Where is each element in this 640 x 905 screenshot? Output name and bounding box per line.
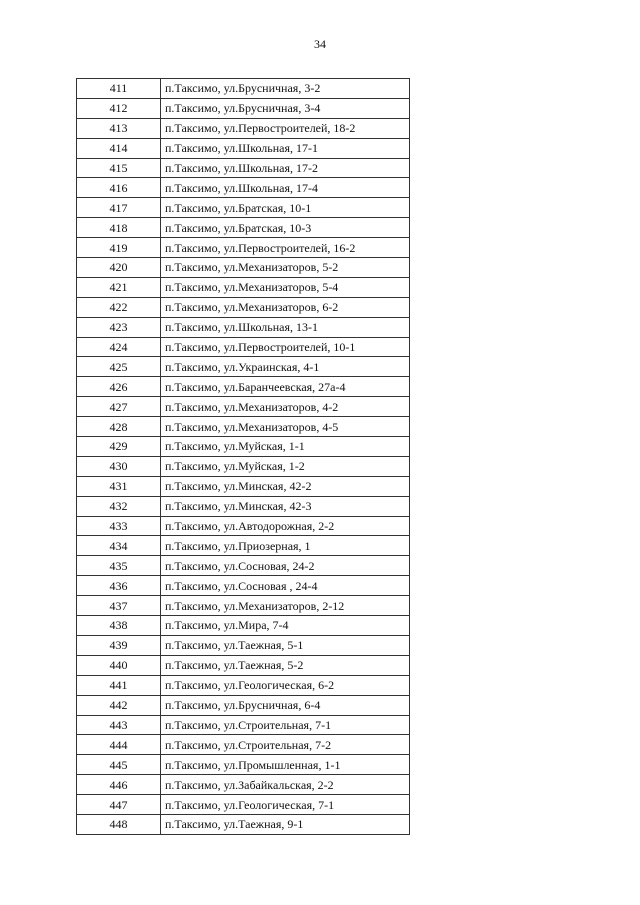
row-number-cell: 418 [77,218,161,238]
table-row [77,635,410,655]
row-number-cell: 435 [77,556,161,576]
row-number-cell: 444 [77,735,161,755]
address-cell: п.Таксимо, ул.Школьная, 17-4 [161,178,410,198]
address-cell: п.Таксимо, ул.Первостроителей, 10-1 [161,337,410,357]
table-row [77,814,410,834]
address-cell: п.Таксимо, ул.Механизаторов, 4-5 [161,417,410,437]
address-cell: п.Таксимо, ул.Минская, 42-3 [161,496,410,516]
address-cell: п.Таксимо, ул.Баранчеевская, 27а-4 [161,377,410,397]
table-row [77,258,410,278]
row-number-cell: 416 [77,178,161,198]
row-number-cell: 411 [77,79,161,99]
table-row [77,377,410,397]
address-cell: п.Таксимо, ул.Муйская, 1-1 [161,437,410,457]
address-cell: п.Таксимо, ул.Строительная, 7-1 [161,715,410,735]
table-row [77,616,410,636]
row-number-cell: 426 [77,377,161,397]
row-number-cell: 424 [77,337,161,357]
row-number-cell: 419 [77,238,161,258]
table-row [77,417,410,437]
table-row [77,238,410,258]
address-cell: п.Таксимо, ул.Автодорожная, 2-2 [161,516,410,536]
table-row [77,158,410,178]
address-cell: п.Таксимо, ул.Братская, 10-1 [161,198,410,218]
page-number: 34 [314,37,326,51]
address-cell: п.Таксимо, ул.Таежная, 5-2 [161,655,410,675]
table-row [77,118,410,138]
address-cell: п.Таксимо, ул.Механизаторов, 5-4 [161,277,410,297]
row-number-cell: 441 [77,675,161,695]
address-cell: п.Таксимо, ул.Забайкальская, 2-2 [161,775,410,795]
table-row [77,735,410,755]
address-cell: п.Таксимо, ул.Школьная, 13-1 [161,317,410,337]
table-row [77,695,410,715]
row-number-cell: 432 [77,496,161,516]
table-row [77,456,410,476]
address-cell: п.Таксимо, ул.Школьная, 17-2 [161,158,410,178]
table-row [77,357,410,377]
row-number-cell: 427 [77,397,161,417]
table-row [77,576,410,596]
row-number-cell: 440 [77,655,161,675]
table-row [77,297,410,317]
row-number-cell: 412 [77,98,161,118]
table-row [77,138,410,158]
address-cell: п.Таксимо, ул.Механизаторов, 4-2 [161,397,410,417]
address-table-body [77,79,410,835]
table-row [77,775,410,795]
address-cell: п.Таксимо, ул.Первостроителей, 16-2 [161,238,410,258]
address-cell: п.Таксимо, ул.Механизаторов, 2-12 [161,596,410,616]
row-number-cell: 428 [77,417,161,437]
row-number-cell: 446 [77,775,161,795]
row-number-cell: 421 [77,277,161,297]
address-cell: п.Таксимо, ул.Украинская, 4-1 [161,357,410,377]
address-cell: п.Таксимо, ул.Мира, 7-4 [161,616,410,636]
address-cell: п.Таксимо, ул.Брусничная, 3-4 [161,98,410,118]
address-cell: п.Таксимо, ул.Приозерная, 1 [161,536,410,556]
address-cell: п.Таксимо, ул.Сосновая, 24-2 [161,556,410,576]
table-row [77,496,410,516]
row-number-cell: 422 [77,297,161,317]
address-cell: п.Таксимо, ул.Брусничная, 3-2 [161,79,410,99]
row-number-cell: 443 [77,715,161,735]
row-number-cell: 437 [77,596,161,616]
table-row [77,755,410,775]
row-number-cell: 417 [77,198,161,218]
table-row [77,675,410,695]
table-row [77,317,410,337]
row-number-cell: 425 [77,357,161,377]
table-row [77,198,410,218]
address-table [76,78,410,835]
address-cell: п.Таксимо, ул.Первостроителей, 18-2 [161,118,410,138]
row-number-cell: 439 [77,635,161,655]
table-row [77,655,410,675]
table-row [77,79,410,99]
table-row [77,715,410,735]
address-cell: п.Таксимо, ул.Геологическая, 7-1 [161,795,410,815]
row-number-cell: 442 [77,695,161,715]
address-cell: п.Таксимо, ул.Механизаторов, 5-2 [161,258,410,278]
row-number-cell: 414 [77,138,161,158]
row-number-cell: 420 [77,258,161,278]
address-cell: п.Таксимо, ул.Сосновая , 24-4 [161,576,410,596]
row-number-cell: 433 [77,516,161,536]
table-row [77,437,410,457]
address-cell: п.Таксимо, ул.Школьная, 17-1 [161,138,410,158]
table-row [77,397,410,417]
row-number-cell: 445 [77,755,161,775]
row-number-cell: 429 [77,437,161,457]
address-cell: п.Таксимо, ул.Минская, 42-2 [161,476,410,496]
row-number-cell: 436 [77,576,161,596]
address-cell: п.Таксимо, ул.Строительная, 7-2 [161,735,410,755]
address-cell: п.Таксимо, ул.Геологическая, 6-2 [161,675,410,695]
address-cell: п.Таксимо, ул.Промышленная, 1-1 [161,755,410,775]
address-cell: п.Таксимо, ул.Братская, 10-3 [161,218,410,238]
address-cell: п.Таксимо, ул.Механизаторов, 6-2 [161,297,410,317]
row-number-cell: 415 [77,158,161,178]
table-row [77,178,410,198]
table-row [77,556,410,576]
table-row [77,98,410,118]
table-row [77,596,410,616]
table-row [77,476,410,496]
address-cell: п.Таксимо, ул.Таежная, 9-1 [161,814,410,834]
row-number-cell: 423 [77,317,161,337]
row-number-cell: 430 [77,456,161,476]
table-row [77,516,410,536]
address-cell: п.Таксимо, ул.Брусничная, 6-4 [161,695,410,715]
table-row [77,536,410,556]
row-number-cell: 448 [77,814,161,834]
table-row [77,277,410,297]
row-number-cell: 431 [77,476,161,496]
row-number-cell: 447 [77,795,161,815]
table-row [77,337,410,357]
address-cell: п.Таксимо, ул.Муйская, 1-2 [161,456,410,476]
row-number-cell: 434 [77,536,161,556]
table-row [77,218,410,238]
address-cell: п.Таксимо, ул.Таежная, 5-1 [161,635,410,655]
row-number-cell: 438 [77,616,161,636]
table-row [77,795,410,815]
row-number-cell: 413 [77,118,161,138]
